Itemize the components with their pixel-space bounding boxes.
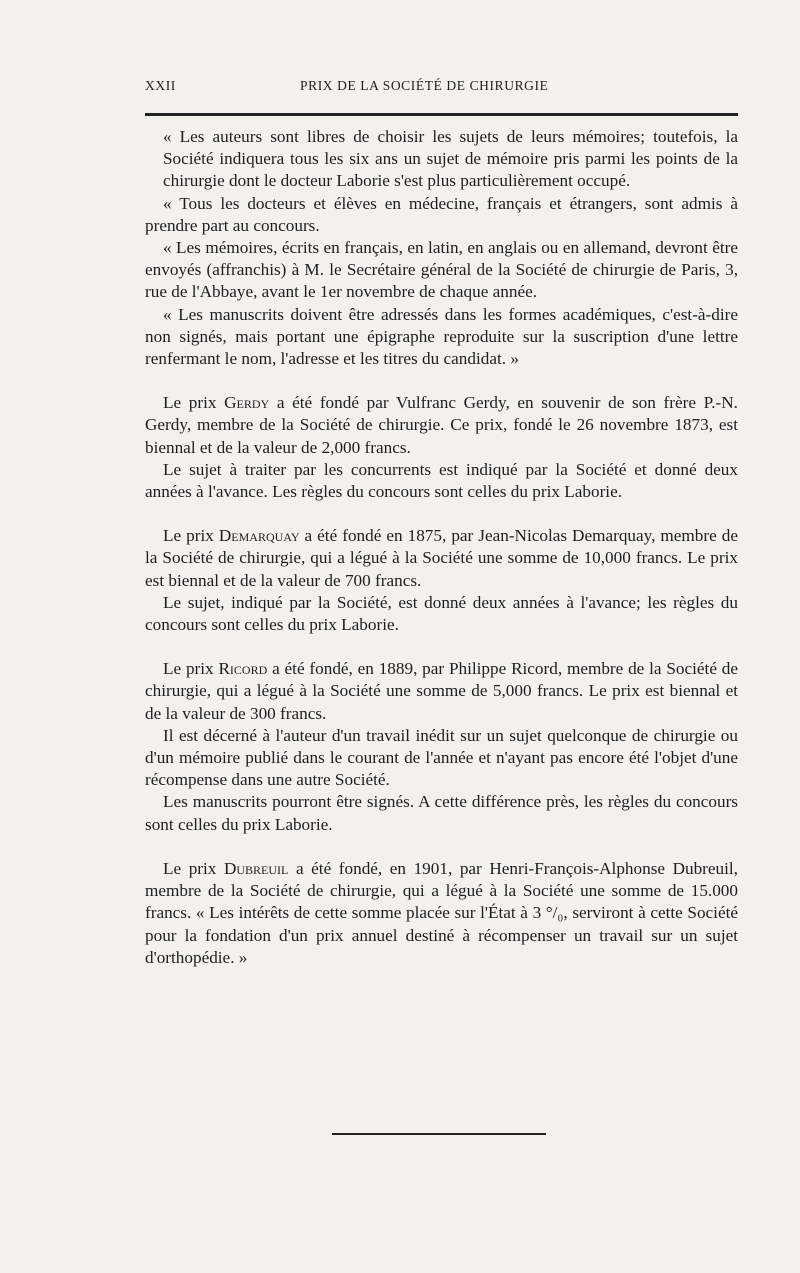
page-header [145, 78, 738, 94]
gerdy-paragraph: Le prix Gerdy a été fondé par Vulfranc Gerdy, en souvenir de son frère P.-N. Gerdy, membre de la Société de chirurgie. Ce prix, fondé le 26 novembre 1873, est biennal et de la valeur de 2,000 francs. [145, 393, 738, 457]
demarquay-name: Demarquay [218, 526, 300, 546]
laborie-rule-paragraph: « Les mémoires, écrits en français, en latin, en anglais ou en allemand, devront être envoyés (affranchis) à M. le Secrétaire général de la Société de chirurgie de Paris, 3, rue de l'Abbaye, avant le 1er novembre de chaque année. [145, 238, 738, 302]
dubreuil-name: Dubreuil [223, 858, 289, 878]
footer-rule [332, 1133, 546, 1135]
page-number: XXII [145, 78, 176, 93]
ricord-paragraph: Il est décerné à l'auteur d'un travail inédit sur un sujet quelconque de chirurgie ou d'un mémoire publié dans le courant de l'année et n'ayant pas encore été l'objet d'une récompense dans une autre Société. [145, 725, 738, 790]
running-title: PRIX DE LA SOCIÉTÉ DE CHIRURGIE [300, 78, 549, 93]
laborie-rule-paragraph: « Les manuscrits doivent être adressés dans les formes académiques, c'est-à-dire non signés, mais portant une épigraphe reproduite sur la suscription d'une lettre renfermant le nom, l'adresse et les titres du candidat. » [145, 304, 738, 369]
demarquay-paragraph: Le sujet, indiqué par la Société, est donné deux années à l'avance; les règles du concours sont celles du prix Laborie. [145, 592, 738, 635]
laborie-rule-paragraph: « Les auteurs sont libres de choisir les sujets de leurs mémoires; toutefois, la Société indiquera tous les six ans un sujet de mémoire pris parmi les points de la chirurgie dont le docteur Laborie s'est plus particulièrement occupé. [163, 127, 738, 191]
ricord-name: Ricord [218, 659, 268, 679]
ricord-paragraph: Les manuscrits pourront être signés. A cette différence près, les règles du concours sont celles du prix Laborie. [145, 792, 738, 834]
ricord-paragraph: Le prix Ricord a été fondé, en 1889, par Philippe Ricord, membre de la Société de chirurgie, qui a légué à la Société une somme de 5,000 francs. Le prix est biennal et de la valeur de 300 francs. [145, 659, 738, 723]
demarquay-paragraph: Le prix Demarquay a été fondé en 1875, par Jean-Nicolas Demarquay, membre de la Société de chirurgie, qui a légué à la Société une somme de 10,000 francs. Le prix est biennal et de la valeur de 700 francs. [145, 526, 738, 590]
dubreuil-paragraph: Le prix Dubreuil a été fondé, en 1901, par Henri-François-Alphonse Dubreuil, membre de la Société de chirurgie, qui a légué à la Société une somme de 15.000 francs. « Les intérêts de cette somme placée sur l'État à 3 °/₀, serviront à cette Société pour la fondation d'un prix annuel destiné à récompenser un travail sur un sujet d'orthopédie. » [145, 858, 738, 967]
body-text [145, 126, 738, 969]
laborie-rule-paragraph: « Tous les docteurs et élèves en médecine, français et étrangers, sont admis à prendre part au concours. [145, 193, 738, 235]
header-rule [145, 113, 738, 116]
gerdy-paragraph: Le sujet à traiter par les concurrents est indiqué par la Société et donné deux années à l'avance. Les règles du concours sont celles du prix Laborie. [145, 459, 738, 502]
gerdy-name: Gerdy [224, 393, 270, 413]
